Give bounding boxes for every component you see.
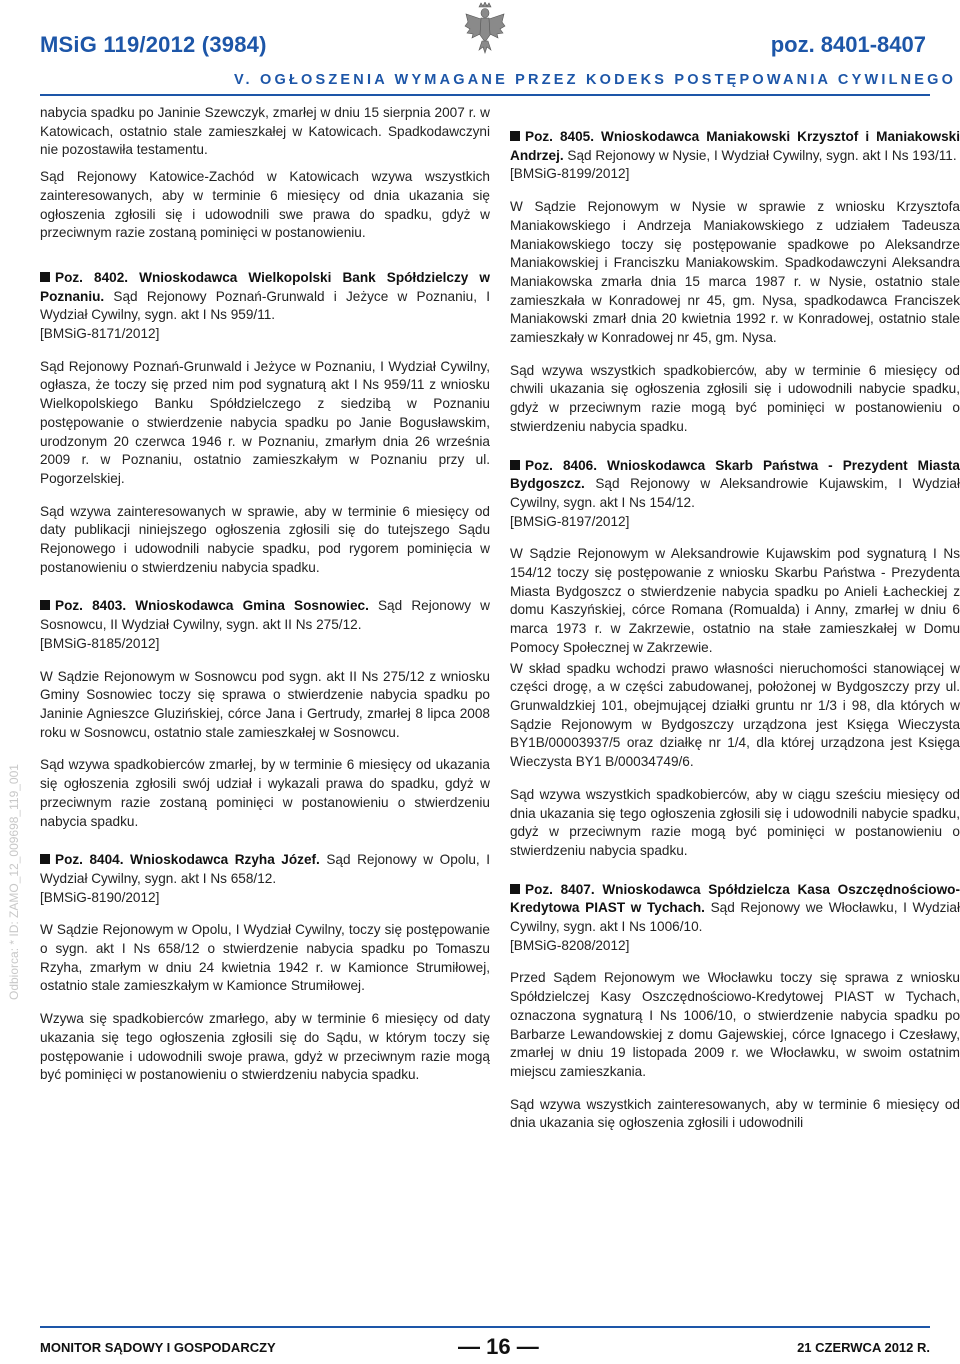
notice-reference: [BMSiG-8208/2012] [510,937,630,953]
notice-title: Poz. 8405. Wnioskodawca Maniakowski Krzysztof i Maniakowski Andrzej. [510,129,960,163]
notice-heading [510,457,960,513]
position-range: poz. 8401-8407 [770,32,926,57]
notice-reference: [BMSiG-8199/2012] [510,166,630,182]
recipient-id-tag: Odbiorca: * ID: ZAMO_12_009698_119_001 [7,764,21,1000]
notice-heading [40,851,490,888]
notice-8406 [510,457,960,861]
notice-paragraph: W Sądzie Rejonowym w Sosnowcu pod sygn. akt II Ns 275/12 z wniosku Gminy Sosnowiec toczy się sprawa o stwierdzenie nabycia spadku po Janinie Agnieszce Gluzińskiej, córce Jana i Gertrudy, zmarłej 8 lipca 2008 roku w Sosnowcu, ostatnio stale zamieszkałej w Sosnowcu. [40,668,490,740]
notice-heading [510,881,960,937]
notice-paragraph: Sąd Rejonowy Poznań-Grunwald i Jeżyce w Poznaniu, I Wydział Cywilny, ogłasza, że toczy się przed nim pod sygnaturą akt I Ns 959/11 z wniosku Wielkopolskiego Banku Spółdzielczego z siedzibą w Poznaniu postępowanie o stwierdzenie nabycia spadku po Janie Bogusławskim, urodzonym 20 czerwca 1946 r. w Poznaniu, zmarłym dnia 26 września 2009 r. w Poznaniu, ostatnio zamieszkałym w Poznaniu przy ul. Pogorzelskiej. [40,358,490,486]
notice-reference: [BMSiG-8185/2012] [40,635,160,651]
notice-title: Poz. 8402. Wnioskodawca Wielkopolski Bank Spółdzielczy w Poznaniu. [40,269,490,304]
notice-reference: [BMSiG-8197/2012] [510,513,630,529]
bullet-square-icon [40,600,50,610]
notice-8405 [510,128,960,437]
left-column [40,104,490,1103]
notice-court: Sąd Rejonowy w Aleksandrowie Kujawskim, I Wydział Cywilny, sygn. akt I Ns 154/12. [510,476,960,510]
notice-paragraph: W Sądzie Rejonowym w Aleksandrowie Kujawskim pod sygnaturą I Ns 154/12 toczy się postępowanie z wniosku Skarbu Państwa - Prezydenta Miasta Bydgoszcz o stwierdzenie nabycia spadku po Anieli Łacheckiej z domu Kaszyńskiej, córce Romana (Romualda) i Anny, zmarłej w dniu 6 marca 1973 r. w Zakrzewie, ostatnio na stałe zamieszkałej w Domu Pomocy Społecznej w Zakrzewie. [510,546,960,655]
notice-paragraph: Sąd wzywa wszystkich zainteresowanych, aby w terminie 6 miesięcy od dnia ukazania się ogłoszenia zgłosili i udowodnili [510,1096,960,1131]
notice-paragraph: Sąd wzywa wszystkich spadkobierców, aby w terminie 6 miesięcy od chwili ukazania się ogłoszenia zgłosili się i udowodnili nabycie spadku, gdyż w przeciwnym razie mogą być pominięci w postanowieniu o stwierdzeniu nabycia spadku. [510,362,960,434]
notice-reference: [BMSiG-8171/2012] [40,326,160,342]
publication-name: MONITOR SĄDOWY I GOSPODARCZY [40,1340,276,1355]
notice-court: Sąd Rejonowy w Nysie, I Wydział Cywilny, sygn. akt I Ns 193/11. [563,147,957,163]
notice-court: Sąd Rejonowy w Opolu, I Wydział Cywilny, sygn. akt I Ns 658/12. [40,852,490,886]
notice-paragraph: W Sądzie Rejonowym w Opolu, I Wydział Cywilny, toczy się postępowanie o sygn. akt I Ns 658/12 o stwierdzenie nabycia spadku po Tomaszu Rzyha, zmarłym w dniu 24 kwietnia 1942 r. w Kamionce Strumiłowej, ostatnio stale zamieszkałym w Kamionce Strumiłowej. [40,922,490,994]
bullet-square-icon [510,884,520,894]
notice-heading [40,269,490,325]
bullet-square-icon [510,460,520,470]
bullet-square-icon [40,854,50,864]
bullet-square-icon [40,272,50,282]
notice-paragraph: W Sądzie Rejonowym w Nysie w sprawie z wniosku Krzysztofa Maniakowskiego i Andrzeja Maniakowskiego z udziałem Tadeusza Maniakowskiego toczy się postępowanie spadkowe po Aleksandrze Maniakowskiej i Franciszku Maniakowskim. Spadkodawczyni Aleksandra Maniakowska zmarła dnia 15 marca 1987 r. w Nysie, ostatnio stale zamieszkała w Konradowej nr 45, gm. Nysa, spadkodawca Franciszek Maniakowski zmarł dnia 20 kwietnia 1992 r. w Konradowej, ostatnio stale zamieszkały w Konradowej nr 45, gm. Nysa. [510,199,960,346]
notice-court: Sąd Rejonowy w Sosnowcu, II Wydział Cywilny, sygn. akt II Ns 275/12. [40,598,490,633]
bullet-square-icon [510,131,520,141]
notice-paragraph: Sąd wzywa wszystkich spadkobierców, aby w ciągu sześciu miesięcy od dnia ukazania się tego ogłoszenia zgłosili się i udowodnili nabycie spadku, gdyż w przeciwnym razie mogą być pominięci w postanowieniu o stwierdzeniu nabycia spadku. [510,786,960,858]
continuation-paragraph: nabycia spadku po Janinie Szewczyk, zmarłej w dniu 15 sierpnia 2007 r. w Katowicach, ostatnio stale zamieszkałej w Katowicach. Spadkodawczyni nie pozostawiła testamentu. [40,105,490,158]
notice-8404 [40,851,490,1085]
continuation-paragraph: Sąd Rejonowy Katowice-Zachód w Katowicach wzywa wszystkich zainteresowanych, aby w terminie 6 miesięcy od dnia ukazania się ogłoszenia zgłosili się i udowodnili swe prawa do spadku, gdyż w przeciwnym razie zostaną pominięci w postanowieniu. [40,169,490,241]
page-header [0,0,960,100]
notice-8407 [510,881,960,1133]
issue-number: MSiG 119/2012 (3984) [40,32,267,57]
section-title: V. OGŁOSZENIA WYMAGANE PRZEZ KODEKS POSTĘPOWANIA CYWILNEGO [234,72,957,88]
notice-title: Poz. 8406. Wnioskodawca Skarb Państwa - Prezydent Miasta Bydgoszcz. [510,457,960,492]
notice-paragraph: Wzywa się spadkobierców zmarłego, aby w terminie 6 miesięcy od daty ukazania się tego ogłoszenia zgłosili się do Sądu, w którym toczy się postępowanie i udowodnili swoje prawa, gdyż w przeciwnym razie mogą być pominięci w postanowieniu o stwierdzeniu nabycia spadku. [40,1011,490,1083]
right-column [510,104,960,1151]
notice-8403 [40,597,490,831]
notice-court: Sąd Rejonowy we Włocławku, I Wydział Cywilny, sygn. akt I Ns 1006/10. [510,900,960,935]
notice-heading [510,128,960,165]
notice-court: Sąd Rejonowy Poznań-Grunwald i Jeżyce w Poznaniu, I Wydział Cywilny, sygn. akt I Ns 959/11. [40,288,490,323]
notice-reference: [BMSiG-8190/2012] [40,889,160,905]
page-number: — 16 — [458,1334,539,1359]
notice-title: Poz. 8403. Wnioskodawca Gmina Sosnowiec. [55,598,369,614]
notice-paragraph: W skład spadku wchodzi prawo własności nieruchomości stanowiącej w części drogę, a w części zabudowanej, położonej w Bydgoszczy przy ul. Grunwaldzkiej 101, obejmującej działki gruntu nr 1/3 i 98, dla których w Sądzie Rejonowym w Bydgoszczy urządzona jest Księga Wieczysta BY1B/00003937/5 oraz działkę nr 1/4, dla której urządzona jest Księga Wieczysta BY1 B/00034749/6. [510,660,960,770]
page-footer [0,1326,960,1364]
header-rule [40,94,930,96]
polish-eagle-emblem-icon [464,2,506,54]
notice-paragraph: Sąd wzywa zainteresowanych w sprawie, aby w terminie 6 miesięcy od daty publikacji niniejszego ogłoszenia zgłosili się do tutejszego Sądu Rejonowego i udowodnili nabycie spadku, pod rygorem pominięcia w postanowieniu o stwierdzeniu nabycia spadku. [40,503,490,575]
notice-title: Poz. 8407. Wnioskodawca Spółdzielcza Kasa Oszczędnościowo-Kredytowa PIAST w Tychach. [510,881,960,916]
notice-8402 [40,269,490,578]
notice-paragraph: Sąd wzywa spadkobierców zmarłej, by w terminie 6 miesięcy od ukazania się ogłoszenia zgłosili swój udział i wykazali prawa do spadku, gdyż w przeciwnym razie zostaną pominięci w postanowieniu o stwierdzeniu nabycia spadku. [40,757,490,829]
notice-paragraph: Przed Sądem Rejonowym we Włocławku toczy się sprawa z wniosku Spółdzielczej Kasy Oszczędnościowo-Kredytowej PIAST w Tychach, oznaczona sygnaturą I Ns 1006/10, o stwierdzenie nabycia spadku po Barbarze Lewandowskiej z domu Gajewskiej, córce Ignacego i Czesławy, zmarłej w dniu 19 listopada 2009 r. we Włocławku, w swoim ostatnim miejscu zamieszkania. [510,970,960,1079]
notice-heading [40,597,490,634]
notice-title: Poz. 8404. Wnioskodawca Rzyha Józef. [55,852,320,868]
issue-date: 21 CZERWCA 2012 R. [797,1340,930,1355]
footer-rule [40,1326,930,1328]
